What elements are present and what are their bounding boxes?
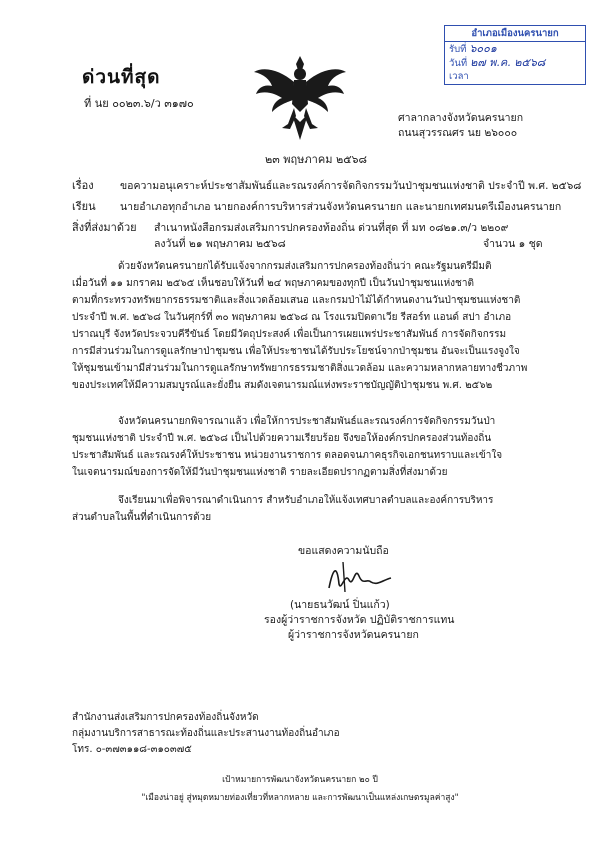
enclosure-line2: ลงวันที่ ๒๑ พฤษภาคม ๒๕๖๘ <box>154 238 286 250</box>
body-line: ประชาสัมพันธ์ และรณรงค์ให้ประชาชน หน่วยงานราชการ ตลอดจนภาคธุรกิจเอกชนทราบและเข้าใจ <box>72 450 503 461</box>
letter-date: ๒๓ พฤษภาคม ๒๕๖๘ <box>265 153 368 166</box>
signer-position-2: ผู้ว่าราชการจังหวัดนครนายก <box>288 629 419 641</box>
body-line: ปราณบุรี จังหวัดประจวบคีรีขันธ์ โดยมีวัตถุประสงค์ เพื่อเป็นการเผยแพร่ประชาสัมพันธ์ การจัดกิจกรรม <box>72 329 507 340</box>
stamp-time-label: เวลา <box>449 71 469 82</box>
sender-address-line2: ถนนสุวรรณศร นย ๒๖๐๐๐ <box>398 127 518 139</box>
body-line: การมีส่วนร่วมในการดูแลรักษาป่าชุมชน เพื่อให้ประชาชนได้รับประโยชน์จากป่าชุมชน อันจะเป็นแรงจูงใจ <box>72 346 520 357</box>
enclosure-line1: สำเนาหนังสือกรมส่งเสริมการปกครองท้องถิ่น ด่วนที่สุด ที่ มท ๐๘๒๑.๓/ว ๒๒๐๙ <box>154 222 509 234</box>
stamp-time-row <box>445 70 585 83</box>
body-line: ให้ชุมชนเข้ามามีส่วนร่วมในการดูแลรักษาทรัพยากรธรรมชาติสิ่งแวดล้อม และความหลากหลายทางชีวภาพ <box>72 363 528 374</box>
stamp-receive-label: รับที่ <box>449 44 467 55</box>
body-line: จึงเรียนมาเพื่อพิจารณาดำเนินการ สำหรับอำเภอให้แจ้งเทศบาลตำบลและองค์การบริหาร <box>118 495 494 506</box>
urgent-label: ด่วนที่สุด <box>82 66 161 88</box>
stamp-date-row <box>445 56 585 70</box>
contact-office: สำนักงานส่งเสริมการปกครองท้องถิ่นจังหวัด <box>72 712 259 723</box>
subject-label: เรื่อง <box>72 179 94 192</box>
recipient-text: นายอำเภอทุกอำเภอ นายกองค์การบริหารส่วนจังหวัดนครนายก และนายกเทศมนตรีเมืองนครนายก <box>120 201 562 213</box>
body-paragraph-1 <box>72 258 542 394</box>
body-paragraph-2 <box>72 413 542 481</box>
contact-group: กลุ่มงานบริการสาธารณะท้องถิ่นและประสานงานท้องถิ่นอำเภอ <box>72 728 340 739</box>
body-line: เมื่อวันที่ ๑๑ มกราคม ๒๕๖๕ เห็นชอบให้วันที่ ๒๔ พฤษภาคมของทุกปี เป็นวันป่าชุมชนแห่งชาติ <box>72 278 474 289</box>
body-line: ของประเทศให้มีความสมบูรณ์และยั่งยืน สมดังเจตนารมณ์แห่งพระราชบัญญัติป่าชุมชน พ.ศ. ๒๕๖๒ <box>72 380 493 391</box>
subject-text: ขอความอนุเคราะห์ประชาสัมพันธ์และรณรงค์การจัดกิจกรรมวันป่าชุมชนแห่งชาติ ประจำปี พ.ศ. ๒๕๖๘ <box>120 180 582 192</box>
body-line: ด้วยจังหวัดนครนายกได้รับแจ้งจากกรมส่งเสริมการปกครองท้องถิ่นว่า คณะรัฐมนตรีมีมติ <box>118 261 492 272</box>
stamp-title: อำเภอเมืองนครนายก <box>445 26 585 42</box>
body-paragraph-3 <box>72 492 542 526</box>
contact-phone: โทร. ๐-๓๗๓๑๑๘-๓๑๐๓๗๕ <box>72 744 192 755</box>
sender-address-line1: ศาลากลางจังหวัดนครนายก <box>398 112 524 124</box>
signer-name: (นายธนวัฒน์ ปิ่นแก้ว) <box>290 599 390 611</box>
body-line: ตามที่กระทรวงทรัพยากรธรรมชาติและสิ่งแวดล้อมเสนอ และกรมป่าไม้ได้กำหนดงานวันป่าชุมชนแห่งชาติ <box>72 295 521 306</box>
stamp-receive-no: ๖๐๐๑ <box>469 42 497 55</box>
closing-salutation: ขอแสดงความนับถือ <box>298 545 389 557</box>
enclosure-count: จำนวน ๑ ชุด <box>483 238 543 250</box>
stamp-date-label: วันที่ <box>449 58 468 69</box>
body-line: ชุมชนแห่งชาติ ประจำปี พ.ศ. ๒๕๖๘ เป็นไปด้วยความเรียบร้อย จึงขอให้องค์กรปกครองส่วนท้องถิ่น <box>72 433 492 444</box>
signature <box>325 558 395 596</box>
document-number: ที่ นย ๐๐๒๓.๖/ว ๓๑๗๐ <box>84 97 194 110</box>
footer-line-2: "เมืองน่าอยู่ สู่หมุดหมายท่องเที่ยวที่หลากหลาย และการพัฒนาเป็นแหล่งเกษตรมูลค่าสูง" <box>141 793 459 803</box>
garuda-emblem <box>250 52 350 144</box>
signer-position-1: รองผู้ว่าราชการจังหวัด ปฏิบัติราชการแทน <box>264 614 455 626</box>
body-line: ในเจตนารมณ์ของการจัดให้มีวันป่าชุมชนแห่งชาติ รายละเอียดปรากฏตามสิ่งที่ส่งมาด้วย <box>72 467 448 478</box>
enclosure-label: สิ่งที่ส่งมาด้วย <box>72 221 137 234</box>
footer-line-1: เป้าหมายการพัฒนาจังหวัดนครนายก ๒๐ ปี <box>222 775 378 785</box>
body-line: ส่วนตำบลในพื้นที่ดำเนินการด้วย <box>72 512 212 523</box>
receipt-stamp <box>444 25 586 85</box>
stamp-receive-row <box>445 42 585 56</box>
body-line: ประจำปี พ.ศ. ๒๕๖๘ ในวันศุกร์ที่ ๓๐ พฤษภาคม ๒๕๖๘ ณ โรงแรมปิดตาเวีย รีสอร์ท แอนด์ สปา อำเภอ <box>72 312 512 323</box>
stamp-date: ๒๗ พ.ค. ๒๕๖๘ <box>470 56 546 69</box>
body-line: จังหวัดนครนายกพิจารณาแล้ว เพื่อให้การประชาสัมพันธ์และรณรงค์การจัดกิจกรรมวันป่า <box>118 416 496 427</box>
recipient-label: เรียน <box>72 200 96 213</box>
